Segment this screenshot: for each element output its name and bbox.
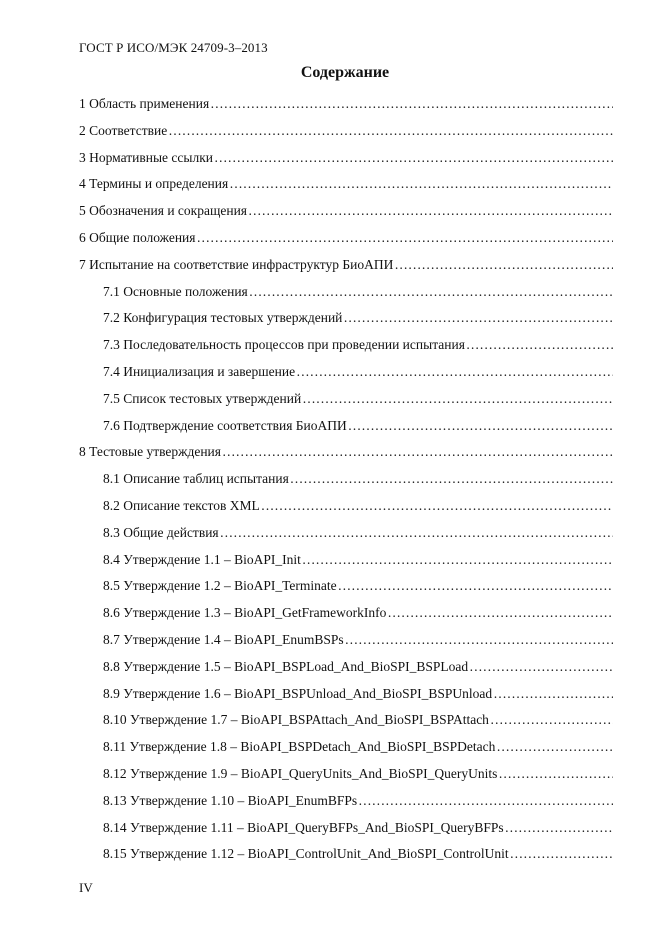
toc-entry-label: 4 Термины и определения xyxy=(79,176,229,192)
toc-entry-label: 7.6 Подтверждение соответствия БиоАПИ xyxy=(103,417,347,433)
toc-entry xyxy=(79,737,613,764)
toc-entry-label: 8.2 Описание текстов XML xyxy=(103,497,260,513)
toc-entry-label: 8.14 Утверждение 1.11 – BioAPI_QueryBFPs_And_BioSPI_QueryBFPs xyxy=(103,819,504,835)
toc-dot-leader xyxy=(196,228,613,248)
toc-entry xyxy=(79,523,613,550)
toc-dot-leader xyxy=(210,94,613,114)
toc-entry-label: 7.4 Инициализация и завершение xyxy=(103,363,296,379)
toc-dot-leader xyxy=(505,818,613,838)
toc-entry xyxy=(79,496,613,523)
toc-entry xyxy=(79,710,613,737)
toc-entry xyxy=(79,469,613,496)
toc-entry-label: 7.3 Последовательность процессов при проведении испытания xyxy=(103,337,465,353)
toc-entry-label: 8.3 Общие действия xyxy=(103,524,219,540)
toc-dot-leader xyxy=(394,255,613,275)
toc-dot-leader xyxy=(466,335,613,355)
toc-dot-leader xyxy=(248,201,613,221)
toc-dot-leader xyxy=(510,844,613,864)
toc-entry-label: 8.7 Утверждение 1.4 – BioAPI_EnumBSPs xyxy=(103,631,344,647)
toc-dot-leader xyxy=(261,496,613,516)
toc-dot-leader xyxy=(338,576,613,596)
toc-entry xyxy=(79,148,613,175)
toc-entry xyxy=(79,442,613,469)
toc-dot-leader xyxy=(490,710,613,730)
toc-dot-leader xyxy=(229,174,613,194)
toc-entry xyxy=(79,121,613,148)
toc-dot-leader xyxy=(496,737,613,757)
toc-entry-label: 1 Область применения xyxy=(79,96,210,111)
toc-entry-label: 8.9 Утверждение 1.6 – BioAPI_BSPUnload_And_BioSPI_BSPUnload xyxy=(103,685,493,701)
toc-dot-leader xyxy=(302,389,613,409)
toc-entry xyxy=(79,389,613,416)
toc-dot-leader xyxy=(469,657,613,677)
toc-entry xyxy=(79,657,613,684)
toc-entry xyxy=(79,576,613,603)
toc-entry-label: 7 Испытание на соответствие инфраструктур БиоАПИ xyxy=(79,256,394,272)
toc-entry xyxy=(79,308,613,335)
toc-entry-label: 8.5 Утверждение 1.2 – BioAPI_Terminate xyxy=(103,578,337,594)
table-of-contents xyxy=(79,94,613,871)
toc-entry-label: 2 Соответствие xyxy=(79,122,168,138)
toc-entry-label: 5 Обозначения и сокращения xyxy=(79,203,248,219)
toc-entry xyxy=(79,282,613,309)
toc-dot-leader xyxy=(249,282,613,302)
toc-entry-label: 8.10 Утверждение 1.7 – BioAPI_BSPAttach_And_BioSPI_BSPAttach xyxy=(103,712,489,728)
toc-entry xyxy=(79,550,613,577)
page-title: Содержание xyxy=(300,64,390,81)
toc-dot-leader xyxy=(498,764,613,784)
toc-entry xyxy=(79,764,613,791)
toc-dot-leader xyxy=(302,550,613,570)
toc-entry xyxy=(79,791,613,818)
toc-dot-leader xyxy=(222,442,613,462)
toc-entry xyxy=(79,844,613,871)
toc-entry xyxy=(79,603,613,630)
toc-entry xyxy=(79,228,613,255)
toc-entry-label: 6 Общие положения xyxy=(79,229,196,245)
toc-entry-label: 8.13 Утверждение 1.10 – BioAPI_EnumBFPs xyxy=(103,792,358,808)
toc-entry xyxy=(79,684,613,711)
toc-entry-label: 8 Тестовые утверждения xyxy=(79,444,221,460)
toc-entry-label: 7.2 Конфигурация тестовых утверждений xyxy=(103,310,343,326)
toc-entry xyxy=(79,416,613,443)
toc-entry xyxy=(79,335,613,362)
toc-dot-leader xyxy=(220,523,613,543)
toc-entry xyxy=(79,94,613,121)
page-number: IV xyxy=(79,880,93,895)
toc-entry-label: 7.1 Основные положения xyxy=(103,283,248,299)
toc-dot-leader xyxy=(493,684,613,704)
toc-dot-leader xyxy=(387,603,613,623)
toc-entry-label: 8.6 Утверждение 1.3 – BioAPI_GetFrameworkInfo xyxy=(103,605,387,621)
toc-dot-leader xyxy=(296,362,613,382)
toc-entry-label: 8.11 Утверждение 1.8 – BioAPI_BSPDetach_And_BioSPI_BSPDetach xyxy=(103,739,496,755)
toc-dot-leader xyxy=(214,148,613,168)
toc-entry xyxy=(79,630,613,657)
toc-entry-label: 8.15 Утверждение 1.12 – BioAPI_ControlUnit_And_BioSPI_ControlUnit xyxy=(103,846,509,862)
toc-entry xyxy=(79,201,613,228)
toc-entry xyxy=(79,362,613,389)
toc-entry-label: 8.12 Утверждение 1.9 – BioAPI_QueryUnits_And_BioSPI_QueryUnits xyxy=(103,765,498,781)
toc-dot-leader xyxy=(168,121,613,141)
toc-entry-label: 8.1 Описание таблиц испытания xyxy=(103,471,289,487)
document-header: ГОСТ Р ИСО/МЭК 24709-3–2013 xyxy=(79,40,268,55)
toc-entry-label: 3 Нормативные ссылки xyxy=(79,149,213,165)
toc-dot-leader xyxy=(345,630,613,650)
toc-entry-label: 8.4 Утверждение 1.1 – BioAPI_Init xyxy=(103,551,301,567)
toc-dot-leader xyxy=(343,308,613,328)
toc-entry-label: 7.5 Список тестовых утверждений xyxy=(103,390,302,406)
toc-entry xyxy=(79,255,613,282)
toc-dot-leader xyxy=(358,791,613,811)
toc-entry-label: 8.8 Утверждение 1.5 – BioAPI_BSPLoad_And_BioSPI_BSPLoad xyxy=(103,658,469,674)
toc-entry xyxy=(79,174,613,201)
toc-dot-leader xyxy=(290,469,613,489)
toc-dot-leader xyxy=(348,416,613,436)
toc-entry xyxy=(79,818,613,845)
